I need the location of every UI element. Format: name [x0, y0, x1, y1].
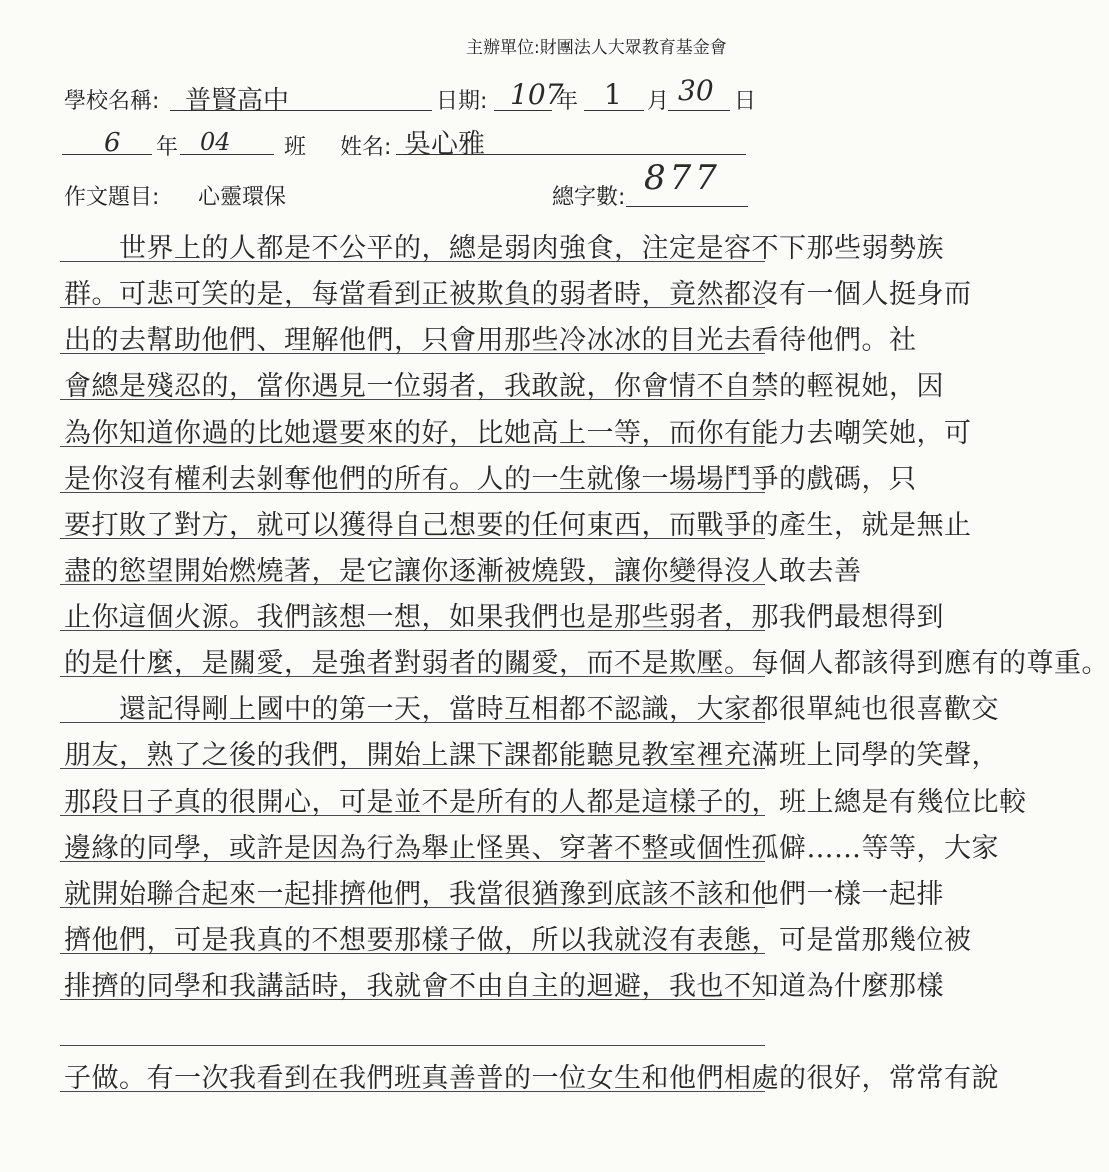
- month-value: 1: [604, 78, 622, 111]
- name-label: 姓名:: [340, 135, 392, 160]
- essay-line: 排擠的同學和我講話時，我就會不由自主的迴避，我也不知道為什麼那樣: [64, 971, 944, 1002]
- essay-line: 朋友，熟了之後的我們，開始上課下課都能聽見教室裡充滿班上同學的笑聲，: [64, 740, 999, 771]
- essay-line: 是你沒有權利去剝奪他們的所有。人的一生就像一場場鬥爭的戲碼，只: [64, 464, 917, 495]
- essay-line: 擠他們，可是我真的不想要那樣子做，所以我就沒有表態，可是當那幾位被: [64, 925, 972, 956]
- date-label: 日期:: [436, 89, 488, 114]
- sponsor-label: 主辦單位:財團法人大眾教育基金會: [466, 38, 727, 58]
- name-value: 吳心雅: [404, 129, 485, 160]
- essay-line: 為你知道你過的比她還要來的好，比她高上一等，而你有能力去嘲笑她，可: [64, 418, 972, 449]
- year-underline: [494, 110, 552, 111]
- essay-line: 止你這個火源。我們該想一想，如果我們也是那些弱者，那我們最想得到: [64, 602, 944, 633]
- essay-line: 那段日子真的很開心，可是並不是所有的人都是這樣子的，班上總是有幾位比較: [64, 787, 1027, 818]
- school-label: 學校名稱:: [64, 89, 160, 114]
- month-label: 月: [647, 89, 670, 114]
- essay-line: 的是什麼，是關愛，是強者對弱者的關愛，而不是欺壓。每個人都該得到應有的尊重。: [64, 648, 1109, 679]
- topic-value: 心靈環保: [198, 185, 287, 210]
- name-underline: [396, 154, 746, 155]
- essay-line: 還記得剛上國中的第一天，當時互相都不認識，大家都很單純也很喜歡交: [64, 694, 999, 725]
- essay-line: 要打敗了對方，就可以獲得自己想要的任何東西，而戰爭的產生，就是無止: [64, 510, 972, 541]
- class-value: 04: [200, 128, 231, 156]
- essay-line: 群。可悲可笑的是，每當看到正被欺負的弱者時，竟然都沒有一個人挺身而: [64, 279, 972, 310]
- school-value: 普賢高中: [185, 86, 290, 116]
- year-value: 107: [510, 78, 564, 111]
- essay-line: 子做。有一次我看到在我們班真善普的一位女生和他們相處的很好，常常有說: [64, 1063, 999, 1094]
- class-label: 班: [284, 135, 307, 160]
- class-underline: [180, 154, 274, 155]
- grade-label: 年: [156, 135, 179, 160]
- day-underline: [668, 110, 730, 111]
- word-count-value: 877: [644, 158, 721, 198]
- grade-value: 6: [104, 128, 121, 158]
- ruled-line: [60, 1045, 765, 1046]
- year-label: 年: [556, 89, 579, 114]
- essay-line: 邊緣的同學，或許是因為行為舉止怪異、穿著不整或個性孤僻……等等，大家: [64, 833, 999, 864]
- month-underline: [584, 110, 644, 111]
- day-label: 日: [734, 89, 757, 114]
- grade-underline: [62, 154, 152, 155]
- word-count-label: 總字數:: [552, 185, 626, 210]
- essay-line: 會總是殘忍的，當你遇見一位弱者，我敢說，你會情不自禁的輕視她，因: [64, 371, 944, 402]
- topic-label: 作文題目:: [64, 185, 160, 210]
- day-value: 30: [678, 74, 714, 107]
- essay-line: 世界上的人都是不公平的，總是弱肉強食，注定是容不下那些弱勢族: [64, 233, 944, 264]
- word-count-underline: [626, 206, 748, 207]
- essay-line: 出的去幫助他們、理解他們，只會用那些冷冰冰的目光去看待他們。社: [64, 325, 917, 356]
- essay-line: 盡的慾望開始燃燒著，是它讓你逐漸被燒毀，讓你變得沒人敢去善: [64, 556, 862, 587]
- essay-line: 就開始聯合起來一起排擠他們，我當很猶豫到底該不該和他們一樣一起排: [64, 879, 944, 910]
- school-underline: [170, 110, 432, 111]
